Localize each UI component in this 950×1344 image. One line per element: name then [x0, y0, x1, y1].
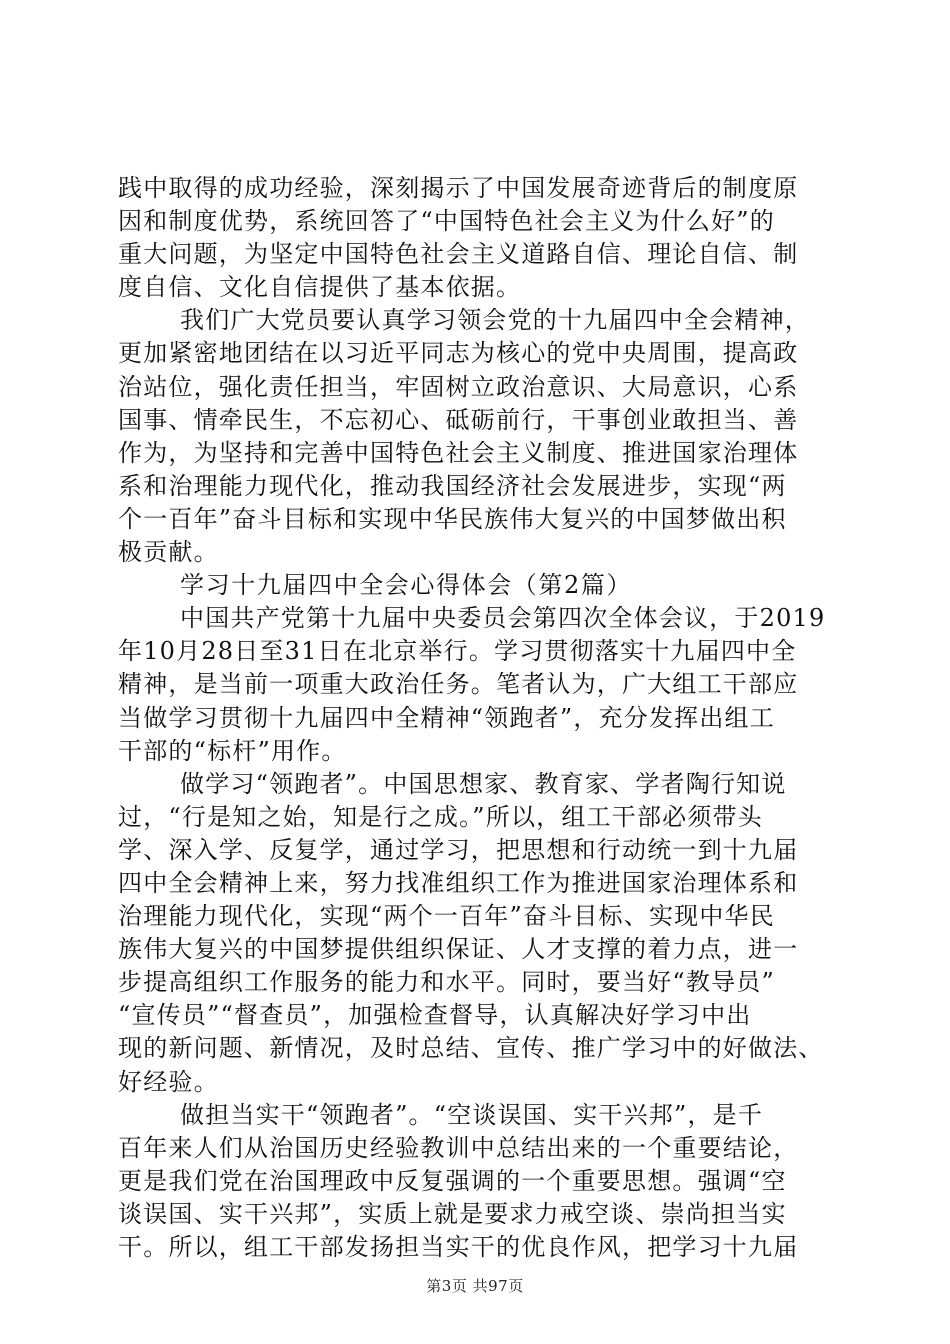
text-line: 谈误国、实干兴邦”，实质上就是要求力戒空谈、崇尚担当实 — [118, 1199, 787, 1228]
text-line: 系和治理能力现代化，推动我国经济社会发展进步，实现“两 — [118, 471, 787, 500]
text-line: 践中取得的成功经验，深刻揭示了中国发展奇迹背后的制度原 — [118, 174, 799, 202]
text-line: 过，“行是知之始，知是行之成。”所以，组工干部必须带头 — [118, 802, 763, 831]
text-line: 学、深入学、反复学，通过学习，把思想和行动统一到十九届 — [118, 835, 799, 864]
text-line: 国事、情牵民生，不忘初心、砥砺前行，干事创业敢担当、善 — [118, 405, 799, 434]
text-line: 干。所以，组工干部发扬担当实干的优良作风，把学习十九届 — [118, 1233, 799, 1261]
text-line: 个一百年”奋斗目标和实现中华民族伟大复兴的中国梦做出积 — [118, 504, 787, 533]
text-line: 因和制度优势，系统回答了“中国特色社会主义为什么好”的 — [118, 207, 775, 236]
text-line: 精神，是当前一项重大政治任务。笔者认为，广大组工干部应 — [118, 670, 799, 699]
paragraph-start-line: 做学习“领跑者”。中国思想家、教育家、学者陶行知说 — [180, 769, 787, 798]
page-number-footer: 第3页 共97页 — [426, 1277, 524, 1295]
text-line: 更是我们党在治国理政中反复强调的一个重要思想。强调“空 — [118, 1166, 787, 1195]
paragraph-start-line: 中国共产党第十九届中央委员会第四次全体会议，于2019 — [180, 604, 826, 633]
text-line: 更加紧密地团结在以习近平同志为核心的党中央周围，提高政 — [118, 339, 799, 368]
text-line: 当做学习贯彻十九届四中全精神“领跑者”，充分发挥出组工 — [118, 703, 775, 732]
text-line: 族伟大复兴的中国梦提供组织保证、人才支撑的着力点，进一 — [118, 935, 799, 964]
paragraph-start-line: 我们广大党员要认真学习领会党的十九届四中全会精神， — [180, 306, 810, 335]
document-body — [118, 172, 840, 1264]
text-line: 年10月28日至31日在北京举行。学习贯彻落实十九届四中全 — [118, 637, 797, 666]
text-line: “宣传员”“督查员”，加强检查督导，认真解决好学习中出 — [118, 1001, 752, 1030]
section-heading: 学习十九届四中全会心得体会（第2篇） — [180, 571, 633, 600]
text-line: 四中全会精神上来，努力找准组织工作为推进国家治理体系和 — [118, 868, 799, 897]
text-line: 治站位，强化责任担当，牢固树立政治意识、大局意识，心系 — [118, 372, 799, 401]
text-line: 度自信、文化自信提供了基本依据。 — [118, 273, 522, 302]
text-line: 重大问题，为坚定中国特色社会主义道路自信、理论自信、制 — [118, 240, 799, 269]
text-line: 干部的“标杆”用作。 — [118, 736, 347, 765]
text-line: 百年来人们从治国历史经验教训中总结出来的一个重要结论， — [118, 1133, 799, 1162]
text-line: 现的新问题、新情况，及时总结、宣传、推广学习中的好做法、 — [118, 1034, 824, 1063]
text-line: 好经验。 — [118, 1067, 219, 1096]
text-line: 作为，为坚持和完善中国特色社会主义制度、推进国家治理体 — [118, 438, 799, 467]
text-line: 步提高组织工作服务的能力和水平。同时，要当好“教导员” — [118, 968, 775, 997]
text-line: 治理能力现代化，实现“两个一百年”奋斗目标、实现中华民 — [118, 902, 775, 931]
paragraph-start-line: 做担当实干“领跑者”。“空谈误国、实干兴邦”，是千 — [180, 1100, 764, 1129]
text-line: 极贡献。 — [118, 538, 219, 567]
